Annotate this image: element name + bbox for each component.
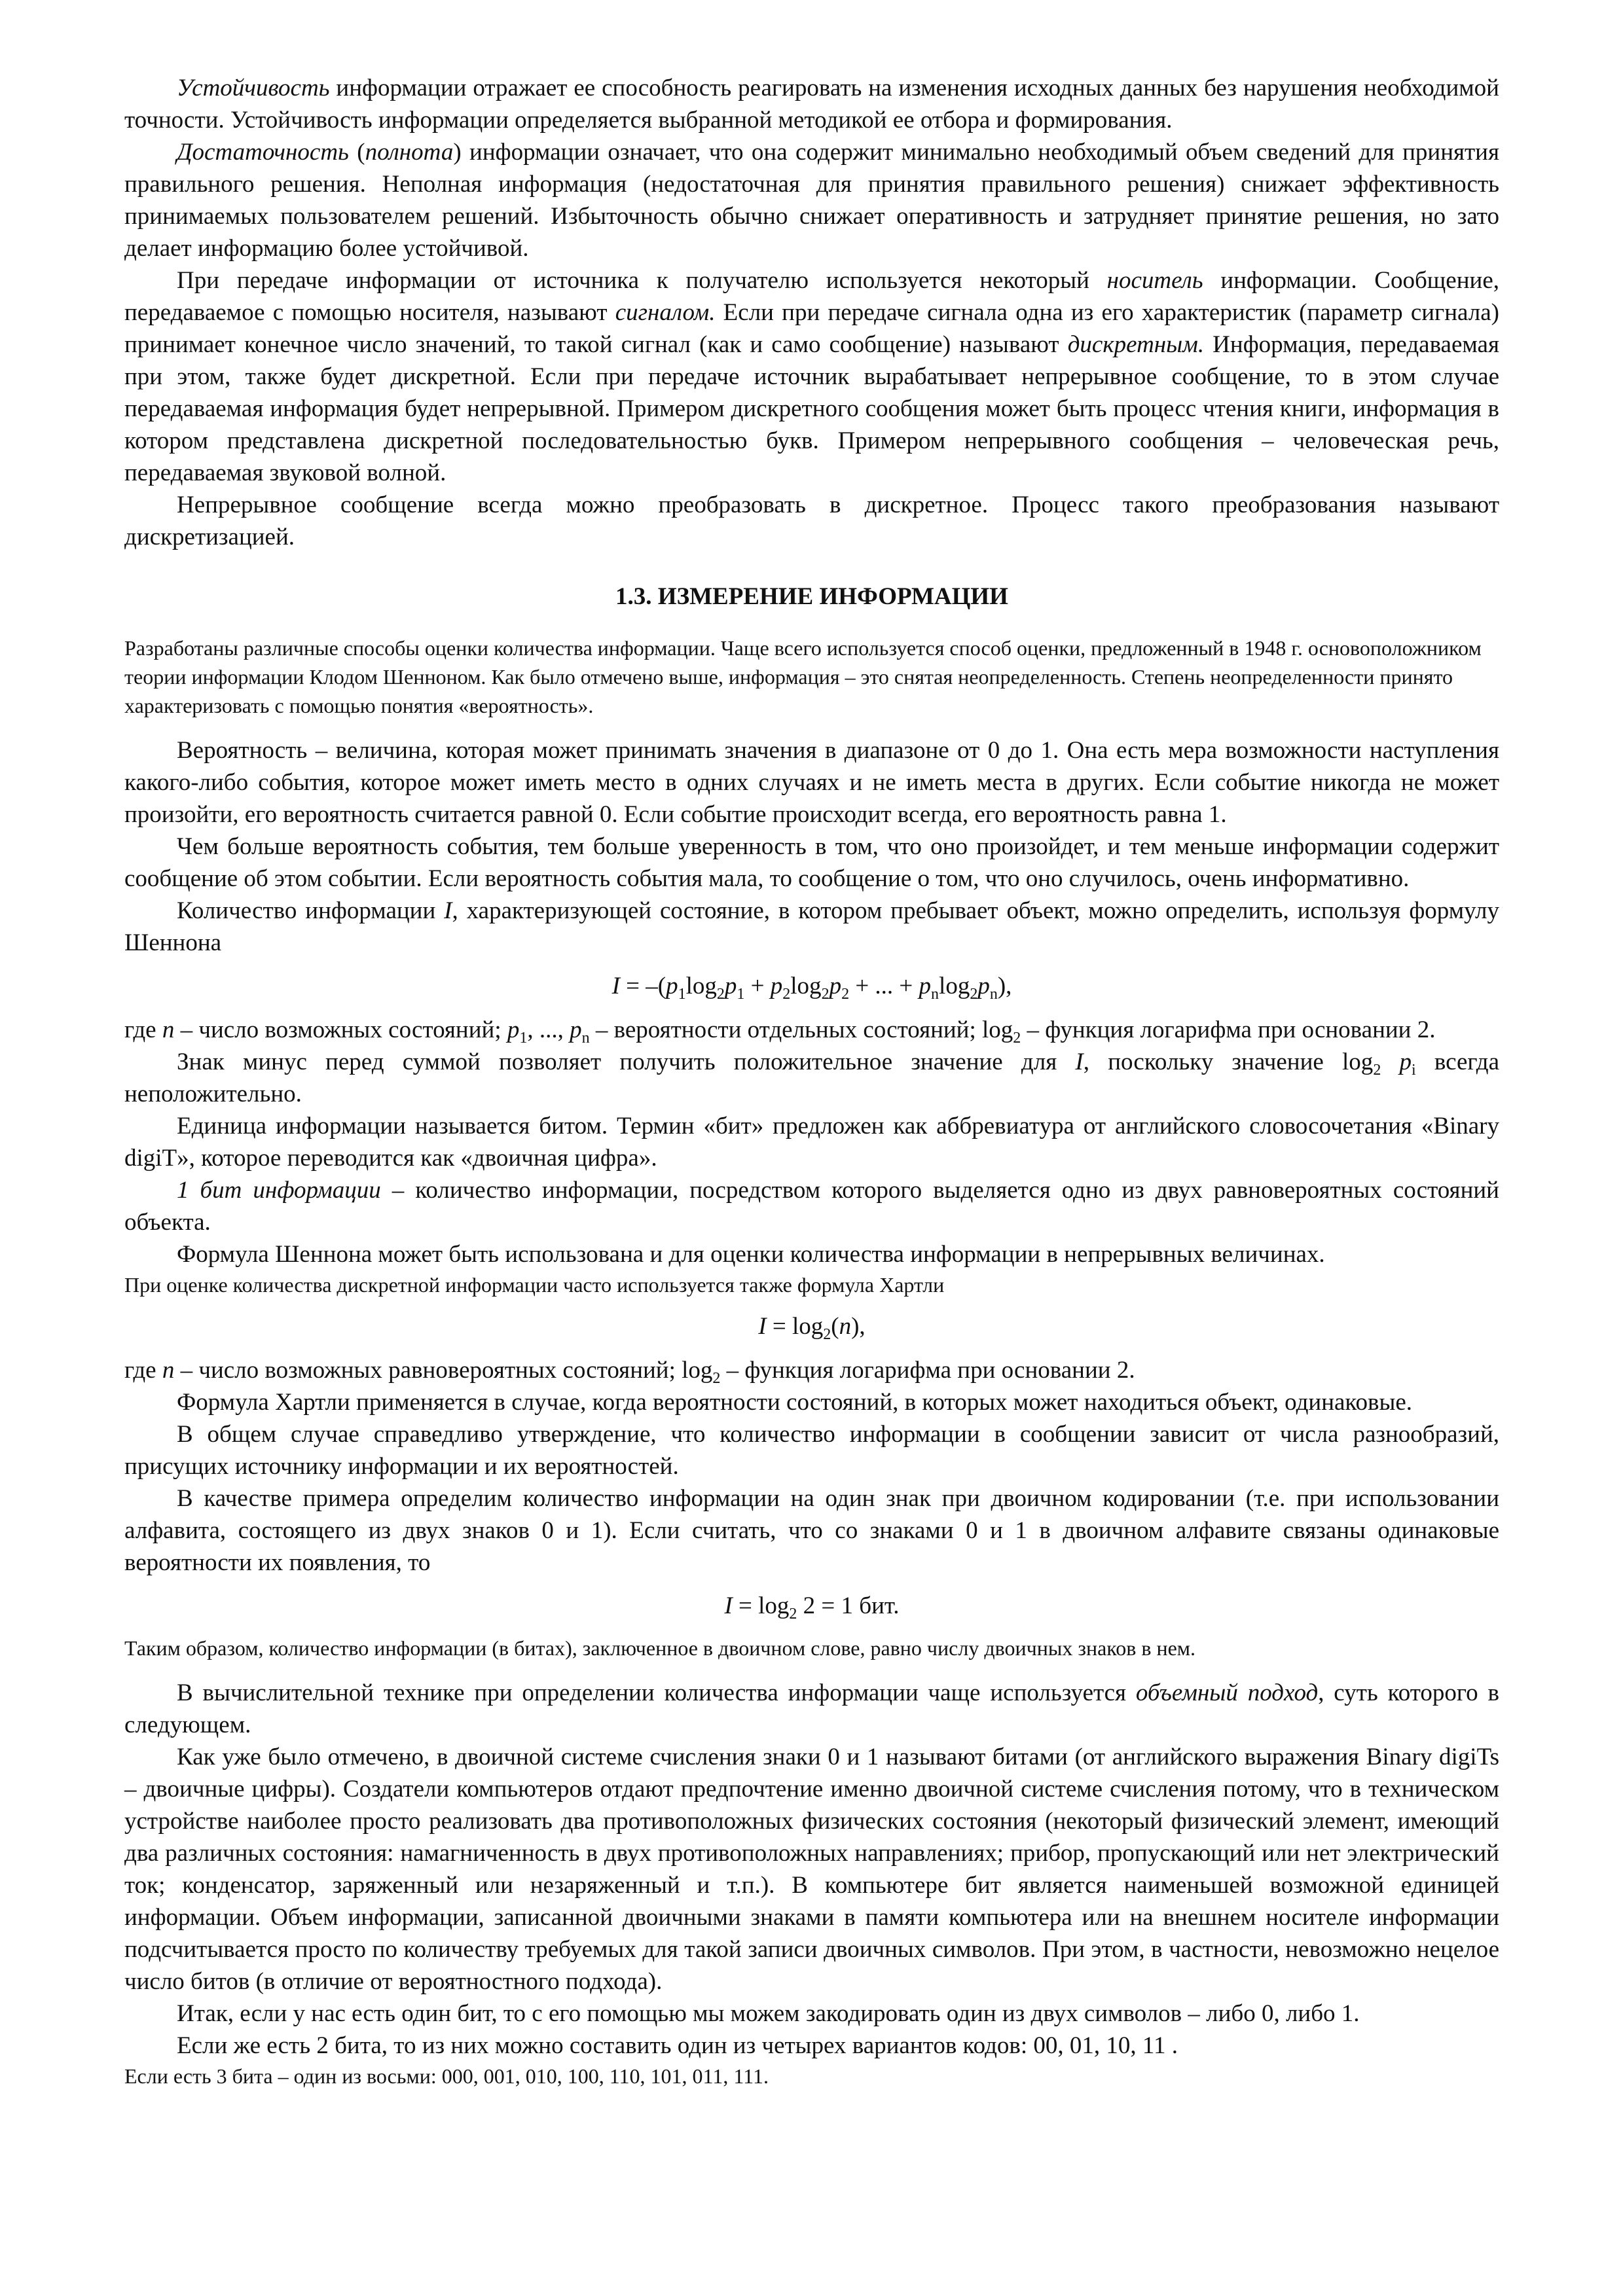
paragraph-bit-unit: Единица информации называется битом. Термин «бит» предложен как аббревиатура от английского словосочетания «Binary digiT», которое переводится как «двоичная цифра». (124, 1113, 1499, 1172)
paragraph-volume-approach: В вычислительной технике при определении количества информации чаще используется объемный подход, суть которого в следующем. (124, 1679, 1500, 1738)
hartley-formula: $I = \log_2(n)$, (758, 1313, 866, 1343)
paragraph-hartley-usage: Формула Хартли применяется в случае, когда вероятности состояний, в которых может находиться объект, одинаковые. (177, 1389, 1413, 1416)
hartley-where: где n – число возможных равновероятных состояний; $\log_2$ – функция логарифма при основании 2. (124, 1357, 1135, 1387)
section-heading: 1.3. ИЗМЕРЕНИЕ ИНФОРМАЦИИ (615, 583, 1008, 610)
shannon-where: где n – число возможных состояний; $p_1$, ..., $p_n$ – вероятности отдельных состояний; $\log_2$ – функция логарифма при основании 2. (124, 1016, 1436, 1047)
paragraph-bit-definition: 1 бит информации – количество информации, посредством которого выделяется одно из двух равновероятных состояний объекта. (124, 1177, 1499, 1236)
paragraph-three-bits: Если есть 3 бита – один из восьми: 000, 001, 010, 100, 110, 101, 011, 111. (124, 2064, 769, 2088)
paragraph-carrier: При передаче информации от источника к получателю используется некоторый носитель информации. Сообщение, передаваемое с помощью носителя, называют сигналом. Если при передаче сигнала одна из его характеристик (параметр сигнала) принимает конечное число значений, то такой сигнал (как и само сообщение) называют дискретным. Информация, передаваемая при этом, также будет дискретной. Если при передаче источник вырабатывает непрерывное сообщение, то в этом случае передаваемая информация будет непрерывной. Примером дискретного сообщения может быть процесс чтения книги, информация в котором представлена дискретной последовательностью букв. Примером непрерывного сообщения – человеческая речь, передаваемая звуковой волной. (124, 267, 1499, 486)
paragraph-binary-example: В качестве примера определим количество информации на один знак при двоичном кодировании (т.е. при использовании алфавита, состоящего из двух знаков 0 и 1). Если считать, что со знаками 0 и 1 в двоичном алфавите связаны одинаковые вероятности их появления, то (124, 1485, 1499, 1576)
document-page (124, 72, 1499, 2090)
shannon-formula: $I = -(p_1\log_2p_1 + p_2\log_2p_2$ + ... + $p_n\log_2p_n$), (611, 973, 1012, 1003)
paragraph-probability-2: Чем больше вероятность события, тем больше уверенность в том, что оно произойдет, и тем меньше информации содержит сообщение об этом событии. Если вероятность события мала, то сообщение о том, что оно случилось, очень информативно. (124, 833, 1499, 892)
paragraph-binary-word: Таким образом, количество информации (в битах), заключенное в двоичном слове, равно числу двоичных знаков в нем. (124, 1636, 1196, 1660)
paragraph-discretization: Непрерывное сообщение всегда можно преобразовать в дискретное. Процесс такого преобразования называют дискретизацией. (124, 492, 1499, 550)
paragraph-probability: Вероятность – величина, которая может принимать значения в диапазоне от 0 до 1. Она есть мера возможности наступления какого-либо события, которое может иметь место в одних случаях и не иметь места в других. Если событие никогда не может произойти, его вероятность считается равной 0. Если событие происходит всегда, его вероятность равна 1. (124, 737, 1499, 828)
paragraph-methods: Разработаны различные способы оценки количества информации. Чаще всего используется способ оценки, предложенный в 1948 г. основоположником теории информации Клодом Шенноном. Как было отмечено выше, информация – это снятая неопределенность. Степень неопределенности принято характеризовать с помощью понятия «вероятность». (124, 636, 1482, 717)
paragraph-continuous: Формула Шеннона может быть использована и для оценки количества информации в непрерывных величинах. (177, 1241, 1325, 1268)
bit-formula: $I = \log_2 2 = 1$ бит. (724, 1592, 900, 1623)
paragraph-binary-system: Как уже было отмечено, в двоичной системе счисления знаки 0 и 1 называют битами (от английского выражения Binary digiTs – двоичные цифры). Создатели компьютеров отдают предпочтение именно двоичной системе счисления потому, что в техническом устройстве наиболее просто реализовать два противоположных физических состояния (некоторый физический элемент, имеющий два различных состояния: намагниченность в двух противоположных направлениях; прибор, пропускающий или нет электрический ток; конденсатор, заряженный или незаряженный и т.п.). В компьютере бит является наименьшей возможной единицей информации. Объем информации, записанной двоичными знаками в памяти компьютера или на внешнем носителе информации подсчитывается просто по количеству требуемых для такой записи двоичных символов. При этом, в частности, невозможно нецелое число битов (в отличие от вероятностного подхода). (124, 1744, 1499, 1995)
paragraph-sufficiency: Достаточность (полнота) информации означает, что она содержит минимально необходимый объем сведений для принятия правильного решения. Неполная информация (недостаточная для принятия правильного решения) снижает эффективность принимаемых пользователем решений. Избыточность обычно снижает оперативность и затрудняет принятие решения, но зато делает информацию более устойчивой. (124, 139, 1499, 262)
paragraph-general-case: В общем случае справедливо утверждение, что количество информации в сообщении зависит от числа разнообразий, присущих источнику информации и их вероятностей. (124, 1421, 1499, 1480)
paragraph-one-bit: Итак, если у нас есть один бит, то с его помощью мы можем закодировать один из двух символов – либо 0, либо 1. (177, 2000, 1360, 2027)
paragraph-stability: Устойчивость информации отражает ее способность реагировать на изменения исходных данных без нарушения необходимой точности. Устойчивость информации определяется выбранной методикой ее отбора и формирования. (124, 75, 1499, 134)
paragraph-quantity: Количество информации I, характеризующей состояние, в котором пребывает объект, можно определить, используя формулу Шеннона (124, 897, 1499, 956)
paragraph-two-bits: Если же есть 2 бита, то из них можно составить один из четырех вариантов кодов: 00, 01, 10, 11 . (177, 2032, 1178, 2059)
paragraph-minus-sign: Знак минус перед суммой позволяет получить положительное значение для I, поскольку значение $\log_2 p_i$ всегда неположительно. (124, 1049, 1499, 1107)
paragraph-hartley-intro: При оценке количества дискретной информации часто используется также формула Хартли (124, 1273, 945, 1297)
